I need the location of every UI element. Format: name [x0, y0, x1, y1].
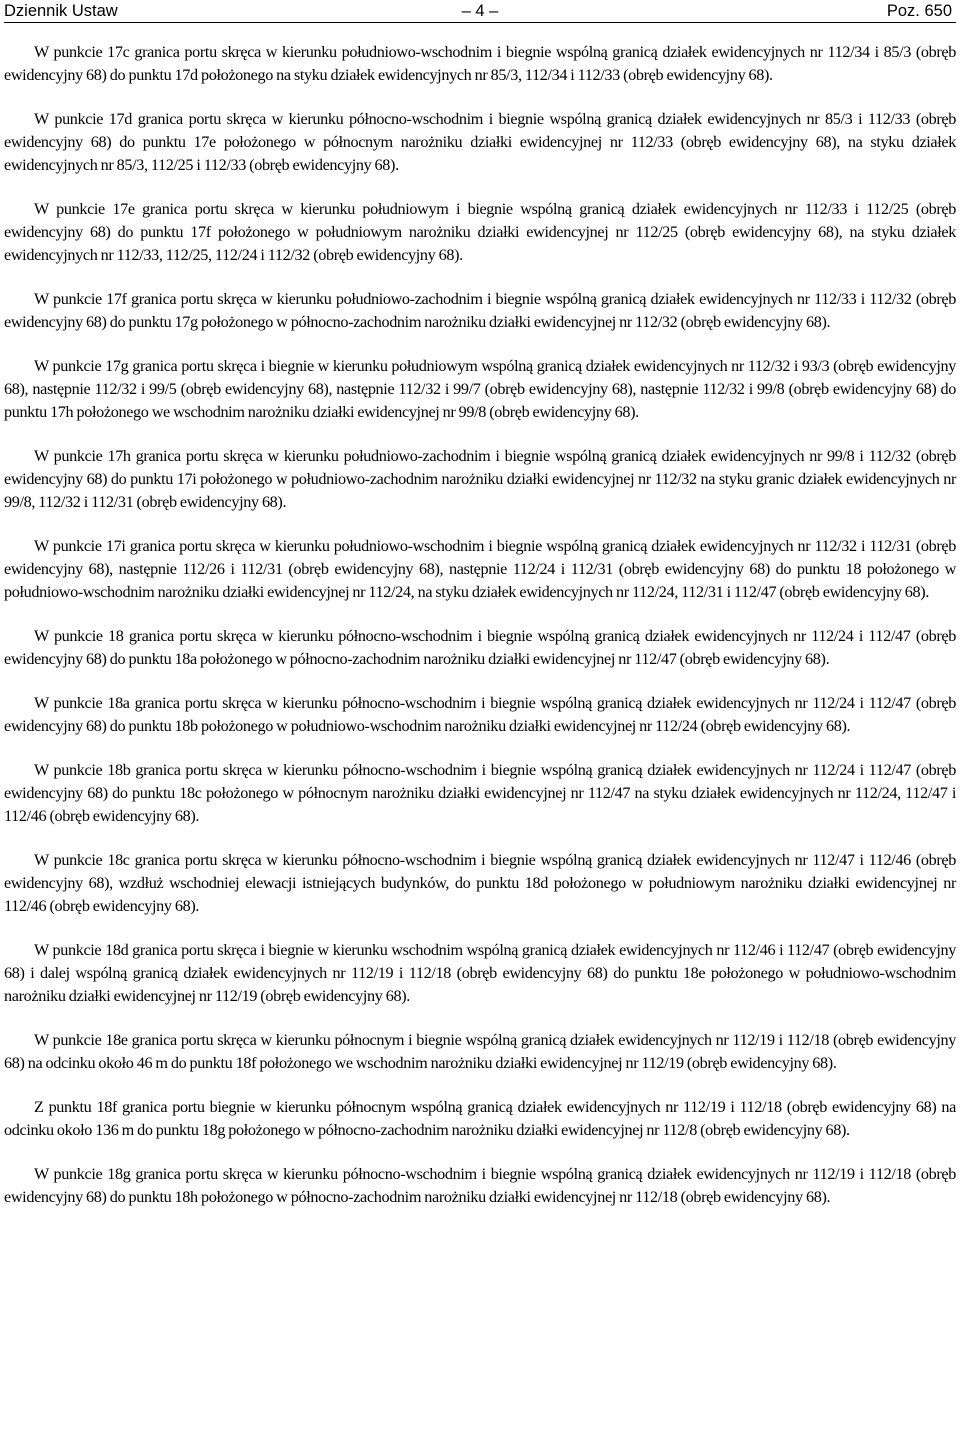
paragraph-17h: W punkcie 17h granica portu skręca w kierunku południowo-zachodnim i biegnie wspólną granicą działek ewidencyjnych nr 99/8 i 112/32 (obręb ewidencyjny 68) do punktu 17i położonego w południowo-zachodnim narożniku działki ewidencyjnej nr 112/32 na styku granic działek ewidencyjnych nr 99/8, 112/32 i 112/31 (obręb ewidencyjny 68).: [4, 447, 956, 511]
page-header: [4, 0, 956, 23]
paragraph-18a: W punkcie 18a granica portu skręca w kierunku północno-wschodnim i biegnie wspólną granicą działek ewidencyjnych nr 112/24 i 112/47 (obręb ewidencyjny 68) do punktu 18b położonego w południowo-wschodnim narożniku działki ewidencyjnej nr 112/24 (obręb ewidencyjny 68).: [4, 694, 956, 735]
journal-title: Dziennik Ustaw: [4, 2, 118, 20]
paragraph-18b: W punkcie 18b granica portu skręca w kierunku północno-wschodnim i biegnie wspólną granicą działek ewidencyjnych nr 112/24 i 112/47 (obręb ewidencyjny 68) do punktu 18c położonego w północnym narożniku działki ewidencyjnej nr 112/47 na styku działek ewidencyjnych nr 112/24, 112/47 i 112/46 (obręb ewidencyjny 68).: [4, 761, 956, 825]
paragraph-18e: W punkcie 18e granica portu skręca w kierunku północnym i biegnie wspólną granicą działek ewidencyjnych nr 112/19 i 112/18 (obręb ewidencyjny 68) na odcinku około 46 m do punktu 18f położonego we wschodnim narożniku działki ewidencyjnej nr 112/19 (obręb ewidencyjny 68).: [4, 1031, 956, 1072]
paragraph-17i: W punkcie 17i granica portu skręca w kierunku południowo-wschodnim i biegnie wspólną granicą działek ewidencyjnych nr 112/32 i 112/31 (obręb ewidencyjny 68), następnie 112/26 i 112/31 (obręb ewidencyjny 68), następnie 112/24 i 112/31 (obręb ewidencyjny 68) do punktu 18 położonego w południowo-wschodnim narożniku działki ewidencyjnej nr 112/24, na styku działek ewidencyjnych nr 112/24, 112/31 i 112/47 (obręb ewidencyjny 68).: [4, 537, 956, 601]
paragraph-17d: W punkcie 17d granica portu skręca w kierunku północno-wschodnim i biegnie wspólną granicą działek ewidencyjnych nr 85/3 i 112/33 (obręb ewidencyjny 68) do punktu 17e położonego w północnym narożniku działki ewidencyjnej nr 112/33 (obręb ewidencyjny 68), na styku działek ewidencyjnych nr 85/3, 112/25 i 112/33 (obręb ewidencyjny 68).: [4, 110, 956, 174]
position-number: Poz. 650: [886, 2, 952, 20]
paragraph-18c: W punkcie 18c granica portu skręca w kierunku północno-wschodnim i biegnie wspólną granicą działek ewidencyjnych nr 112/47 i 112/46 (obręb ewidencyjny 68), wzdłuż wschodniej elewacji istniejących budynków, do punktu 18d położonego w południowym narożniku działki ewidencyjnej nr 112/46 (obręb ewidencyjny 68).: [4, 851, 956, 915]
paragraph-17c: W punkcie 17c granica portu skręca w kierunku południowo-wschodnim i biegnie wspólną granicą działek ewidencyjnych nr 112/34 i 85/3 (obręb ewidencyjny 68) do punktu 17d położonego na styku działek ewidencyjnych nr 85/3, 112/34 i 112/33 (obręb ewidencyjny 68).: [4, 43, 956, 84]
paragraph-17e: W punkcie 17e granica portu skręca w kierunku południowym i biegnie wspólną granicą działek ewidencyjnych nr 112/33 i 112/25 (obręb ewidencyjny 68) do punktu 17f położonego w południowym narożniku działki ewidencyjnej nr 112/25 (obręb ewidencyjny 68), na styku działek ewidencyjnych nr 112/33, 112/25, 112/24 i 112/32 (obręb ewidencyjny 68).: [4, 200, 956, 264]
paragraph-17f: W punkcie 17f granica portu skręca w kierunku południowo-zachodnim i biegnie wspólną granicą działek ewidencyjnych nr 112/33 i 112/32 (obręb ewidencyjny 68) do punktu 17g położonego w północno-zachodnim narożniku działki ewidencyjnej nr 112/32 (obręb ewidencyjny 68).: [4, 290, 956, 331]
paragraph-18f: Z punktu 18f granica portu biegnie w kierunku północnym wspólną granicą działek ewidencyjnych nr 112/19 i 112/18 (obręb ewidencyjny 68) na odcinku około 136 m do punktu 18g położonego w północno-zachodnim narożniku działki ewidencyjnej nr 112/8 (obręb ewidencyjny 68).: [4, 1098, 956, 1139]
paragraph-18g: W punkcie 18g granica portu skręca w kierunku północno-wschodnim i biegnie wspólną granicą działek ewidencyjnych nr 112/19 i 112/18 (obręb ewidencyjny 68) do punktu 18h położonego w północno-zachodnim narożniku działki ewidencyjnej nr 112/18 (obręb ewidencyjny 68).: [4, 1165, 956, 1206]
paragraph-18: W punkcie 18 granica portu skręca w kierunku północno-wschodnim i biegnie wspólną granicą działek ewidencyjnych nr 112/24 i 112/47 (obręb ewidencyjny 68) do punktu 18a położonego w północno-zachodnim narożniku działki ewidencyjnej nr 112/47 (obręb ewidencyjny 68).: [4, 627, 956, 668]
paragraph-17g: W punkcie 17g granica portu skręca i biegnie w kierunku południowym wspólną granicą działek ewidencyjnych nr 112/32 i 93/3 (obręb ewidencyjny 68), następnie 112/32 i 99/5 (obręb ewidencyjny 68), następnie 112/32 i 99/7 (obręb ewidencyjny 68), następnie 112/32 i 99/8 (obręb ewidencyjny 68) do punktu 17h położonego we wschodnim narożniku działki ewidencyjnej nr 99/8 (obręb ewidencyjny 68).: [4, 357, 956, 421]
document-body: [4, 41, 956, 1209]
paragraph-18d: W punkcie 18d granica portu skręca i biegnie w kierunku wschodnim wspólną granicą działek ewidencyjnych nr 112/46 i 112/47 (obręb ewidencyjny 68) i dalej wspólną granicą działek ewidencyjnych nr 112/19 i 112/18 (obręb ewidencyjny 68) do punktu 18e położonego w południowo-wschodnim narożniku działki ewidencyjnej nr 112/19 (obręb ewidencyjny 68).: [4, 941, 956, 1005]
page-number: – 4 –: [461, 2, 499, 20]
